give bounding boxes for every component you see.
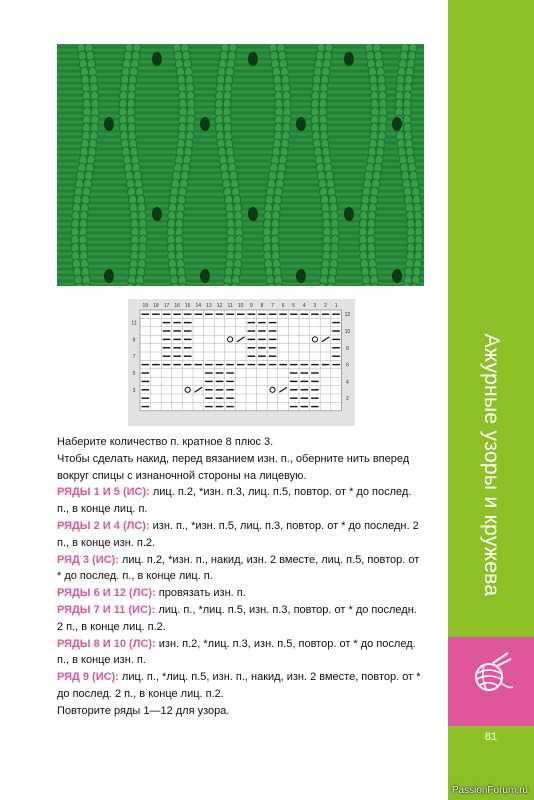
column-number: 9 bbox=[249, 303, 253, 309]
column-number: 5 bbox=[292, 303, 296, 309]
row-label: РЯДЫ 6 И 12 (ЛС): bbox=[57, 587, 156, 600]
row-number: 11 bbox=[131, 320, 137, 327]
column-number: 8 bbox=[260, 303, 264, 309]
column-number: 17 bbox=[163, 303, 170, 309]
row-number: 3 bbox=[132, 387, 136, 394]
row-label: РЯДЫ 1 И 5 (ИС): bbox=[57, 486, 150, 499]
column-number: 13 bbox=[206, 303, 212, 309]
row-text: изн. п., *изн. п.5, лиц. п.3, повтор. от * до последн. 2 п., в конце изн. п.2. bbox=[57, 519, 419, 549]
row-number: 5 bbox=[132, 371, 136, 377]
column-number: 19 bbox=[142, 303, 149, 309]
row-number: 6 bbox=[346, 362, 349, 369]
knitting-chart-grid bbox=[128, 299, 355, 426]
column-number: 7 bbox=[271, 303, 274, 309]
row-label: РЯД 9 (ИС): bbox=[57, 671, 119, 684]
column-number: 15 bbox=[184, 303, 191, 309]
row-number: 12 bbox=[344, 312, 351, 319]
page-number: 81 bbox=[484, 731, 498, 743]
column-number: 10 bbox=[237, 303, 244, 309]
row-text: лиц. п.2, *изн. п.3, лиц. п.5, повтор. от * до послед. п., в конце лиц. п. bbox=[57, 486, 412, 516]
side-bar bbox=[448, 0, 534, 800]
column-number: 18 bbox=[153, 303, 159, 309]
column-number: 16 bbox=[174, 303, 180, 309]
row-number: 8 bbox=[346, 345, 349, 352]
row-instruction bbox=[57, 602, 425, 636]
row-number: 9 bbox=[132, 337, 136, 344]
row-instruction bbox=[57, 636, 425, 670]
row-instruction bbox=[57, 585, 425, 602]
row-instructions bbox=[57, 484, 425, 702]
intro-line-1: Наберите количество п. кратное 8 плюс 3. bbox=[57, 436, 274, 448]
row-text: лиц. п., *лиц. п.5, изн. п.3, повтор. от * до последн. 2 п., в конце лиц. п.2. bbox=[57, 603, 417, 633]
row-number: 2 bbox=[346, 396, 349, 403]
row-label: РЯДЫ 8 И 10 (ЛС): bbox=[57, 637, 156, 650]
row-number: 7 bbox=[132, 354, 136, 361]
column-number: 11 bbox=[227, 303, 233, 309]
knitted-swatch-photo bbox=[57, 44, 424, 286]
column-number: 3 bbox=[313, 303, 317, 309]
row-instruction bbox=[57, 484, 425, 518]
yarn-ball-icon bbox=[467, 649, 515, 697]
row-instruction bbox=[57, 518, 425, 552]
knitting-chart bbox=[128, 299, 355, 426]
column-number: 4 bbox=[302, 303, 306, 309]
row-instruction bbox=[57, 669, 425, 703]
row-text: провязать изн. п. bbox=[155, 587, 246, 600]
row-number: 10 bbox=[344, 329, 351, 335]
column-number: 1 bbox=[334, 303, 338, 309]
row-label: РЯДЫ 7 И 11 (ИС): bbox=[57, 603, 156, 616]
row-label: РЯД 3 (ИС): bbox=[57, 553, 119, 566]
watermark: PassionForum.ru bbox=[451, 785, 528, 796]
column-number: 12 bbox=[216, 303, 223, 309]
column-number: 2 bbox=[324, 303, 327, 309]
knitted-swatch-image bbox=[57, 44, 424, 286]
row-text: изн. п.2, *лиц. п.3, изн. п.5, повтор. от * до послед. п., в конце изн. п. bbox=[57, 637, 416, 667]
column-number: 14 bbox=[195, 303, 202, 309]
row-text: лиц. п., *лиц. п.5, изн. п., накид, изн. 2 вместе, повтор. от * до послед. 2 п., в конце лиц. п.2. bbox=[57, 671, 421, 700]
row-text: лиц. п.2, *изн. п., накид, изн. 2 вместе, лиц. п.5, повтор. от * до послед. п., в конце лиц. п. bbox=[57, 553, 420, 583]
intro-line-2: Чтобы сделать накид, перед вязанием изн. п., оберните нить вперед вокруг спицы с изнаночной стороны на лицевую. bbox=[57, 452, 410, 482]
column-number: 6 bbox=[281, 303, 285, 309]
outro-line: Повторите ряды 1—12 для узора. bbox=[57, 704, 230, 717]
row-instruction bbox=[57, 552, 425, 586]
row-number: 4 bbox=[346, 379, 349, 386]
chapter-title: Ажурные узоры и кружева bbox=[480, 333, 503, 597]
row-label: РЯДЫ 2 И 4 (ЛС): bbox=[57, 519, 150, 532]
instructions bbox=[57, 434, 425, 720]
